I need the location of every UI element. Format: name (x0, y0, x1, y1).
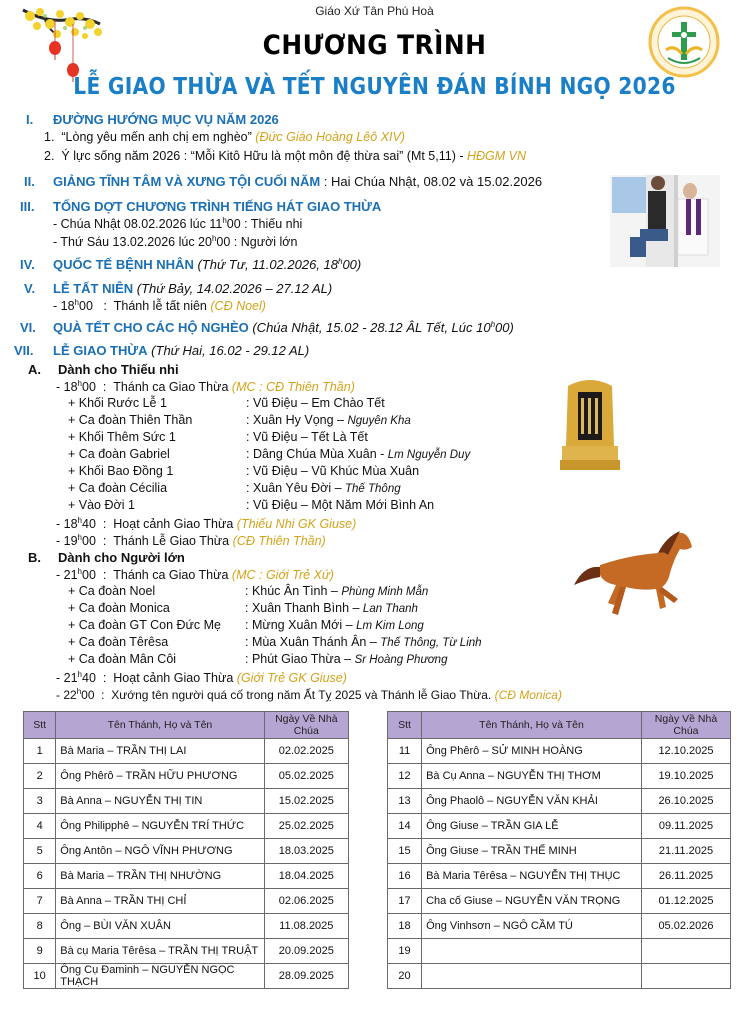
table-row (24, 964, 349, 989)
performance (246, 396, 385, 410)
s1-item-1 (44, 130, 405, 144)
table-row (24, 739, 349, 764)
performance (246, 481, 401, 495)
section-5-detail: (Thứ Bảy, 14.02.2026 – 27.12 AL) (133, 281, 333, 296)
performer-row (68, 635, 482, 649)
row-name: Bà cụ Maria Têrêsa – TRẦN THỊ TRUẬT (56, 939, 264, 964)
detail-sup: h (490, 320, 496, 329)
table-row (388, 814, 731, 839)
row-date: 20.09.2025 (264, 939, 348, 964)
performance-author: Lm Nguyễn Duy (387, 449, 471, 461)
event-note: (MC : CĐ Thiên Thần) (231, 380, 355, 394)
row-date: 15.02.2025 (264, 789, 348, 814)
row-name (422, 939, 642, 964)
item-text: 00 : Thiếu nhi (226, 217, 303, 231)
row-date: 01.12.2025 (641, 889, 730, 914)
minute: 00 (82, 534, 96, 548)
subsection-b (28, 550, 185, 565)
table-row (388, 839, 731, 864)
table-row (388, 939, 731, 964)
b-event-3: - 22$^h$00 : Xướng tên người quá cố trong năm Ất Tỵ 2025 và Thánh lễ Giao Thừa. (CĐ Monica) (56, 687, 562, 702)
time: - 18 (53, 299, 75, 313)
row-date: 18.03.2025 (264, 839, 348, 864)
event-text: Thánh Lễ Giao Thừa (113, 534, 230, 548)
section-2-number: II. (24, 174, 35, 189)
item-text: “Lòng yêu mến anh chị em nghèo” (61, 130, 252, 144)
row-name: Bà Maria – TRẦN THỊ NHƯỜNG (56, 864, 264, 889)
performer-row (68, 447, 471, 461)
row-number: 16 (388, 864, 422, 889)
hour: 18 (63, 380, 78, 394)
performance-title: : Xuân Yêu Đời – (246, 481, 345, 495)
row-name: Ông Cụ Đaminh – NGUYỄN NGỌC THẠCH (56, 964, 264, 989)
row-name: Bà Anna – NGUYỄN THỊ TIN (56, 789, 264, 814)
b-event-1: - 21$^h$00 : Thánh ca Giao Thừa (MC : Giới Trẻ Xứ) (56, 567, 334, 582)
row-date: 11.08.2025 (264, 914, 348, 939)
row-name: Ông Giuse – TRẦN GIA LỄ (422, 814, 642, 839)
page-subtitle: LỄ GIAO THỪA VÀ TẾT NGUYÊN ĐÁN BÍNH NGỌ 2026 (73, 74, 676, 100)
a-event-2: - 18$^h$40 : Hoạt cảnh Giao Thừa (Thiếu Nhi GK Giuse) (56, 516, 357, 531)
performance-title: : Mùa Xuân Thánh Ân – (245, 635, 381, 649)
performance-author: Sr Hoàng Phương (354, 654, 448, 666)
row-name: Ông Antôn – NGÔ VĨNH PHƯƠNG (56, 839, 264, 864)
performance (246, 498, 434, 512)
performer-row (68, 584, 429, 598)
item-note: (Đức Giáo Hoàng Lêô XIV) (255, 130, 405, 144)
row-date: 26.10.2025 (641, 789, 730, 814)
confession-photo (610, 175, 720, 267)
row-name: Bà Anna – TRẦN THỊ CHỈ (56, 889, 264, 914)
performer-row (68, 396, 385, 410)
performance (245, 635, 482, 649)
subsection-a-label: A. (28, 362, 41, 377)
row-date: 12.10.2025 (641, 739, 730, 764)
row-name: Bà Maria Têrêsa – NGUYỄN THỊ THỤC (422, 864, 642, 889)
section-1-number: I. (26, 112, 34, 127)
row-number: 3 (24, 789, 56, 814)
table-header-row (24, 712, 349, 739)
event-note: (Thiếu Nhi GK Giuse) (236, 517, 357, 531)
performance-title: : Vũ Điệu – Vũ Khúc Mùa Xuân (246, 464, 420, 478)
section-6-title (53, 320, 514, 335)
deceased-list-left (23, 711, 349, 989)
table-row (24, 839, 349, 864)
detail-text: 00) (495, 320, 514, 335)
event-text: Xướng tên người quá cố trong năm Ất Tỵ 2025 và Thánh lễ Giao Thừa. (111, 688, 492, 702)
performance-title: : Vũ Điệu – Em Chào Tết (246, 396, 385, 410)
performer-row (68, 618, 424, 632)
a-event-1: - 18$^h$00 : Thánh ca Giao Thừa (MC : CĐ Thiên Thần) (56, 379, 355, 394)
performance (245, 601, 418, 615)
table-row (388, 889, 731, 914)
performance (246, 447, 470, 461)
performance-author: Nguyên Kha (347, 415, 411, 427)
section-7-number: VII. (14, 343, 34, 358)
performance-author: Lm Kim Long (356, 620, 424, 632)
minute: 40 (82, 517, 96, 531)
event-text: Hoạt cảnh Giao Thừa (113, 517, 234, 531)
row-name (422, 964, 642, 989)
performer-group: + Ca đoàn Têrêsa (68, 635, 169, 649)
row-date: 02.02.2025 (264, 739, 348, 764)
section-2-detail: : Hai Chúa Nhật, 08.02 và 15.02.2026 (320, 174, 543, 189)
performer-group: + Ca đoàn Cécilia (68, 481, 168, 495)
row-number: 1 (24, 739, 56, 764)
section-4-number: IV. (20, 257, 35, 272)
item-text: - Thứ Sáu 13.02.2026 lúc 20 (53, 235, 212, 249)
deceased-list-right (387, 711, 731, 989)
row-name: Ông Giuse – TRẦN THẾ MINH (422, 839, 642, 864)
page-title: CHƯƠNG TRÌNH (262, 30, 487, 61)
section-7-title-text: LỄ GIAO THỪA (53, 343, 148, 358)
row-number: 7 (24, 889, 56, 914)
detail-text: 00) (342, 257, 362, 272)
table-row (388, 739, 731, 764)
section-5-title-text: LỄ TẤT NIÊN (53, 281, 134, 296)
header-name: Tên Thánh, Họ và Tên (56, 712, 264, 739)
performer-row (68, 652, 448, 666)
s3-item-2 (53, 234, 297, 249)
performer-group: + Khối Rước Lễ 1 (68, 396, 167, 410)
header-name: Tên Thánh, Họ và Tên (422, 712, 642, 739)
time-sup: h (74, 298, 79, 307)
section-7-detail: (Thứ Hai, 16.02 - 29.12 AL) (147, 343, 310, 358)
performer-group: + Khối Thêm Sức 1 (68, 430, 176, 444)
section-2-title-text: GIẢNG TĨNH TÂM VÀ XƯNG TỘI CUỐI NĂM (53, 174, 321, 189)
header-stt: Stt (24, 712, 56, 739)
minute: 00 (82, 568, 96, 582)
s5-item (53, 298, 266, 313)
detail-text: (Thứ Tư, 11.02.2026, 18 (193, 257, 338, 272)
table-row (388, 789, 731, 814)
row-date: 25.02.2025 (264, 814, 348, 839)
a-event-3: - 19$^h$00 : Thánh Lễ Giao Thừa (CĐ Thiên Thần) (56, 533, 326, 548)
section-6-title-text: QUÀ TẾT CHO CÁC HỘ NGHÈO (53, 320, 249, 335)
performance-title: : Vũ Điệu – Tết Là Tết (246, 430, 368, 444)
table-row (24, 764, 349, 789)
section-3-number: III. (20, 199, 35, 214)
table-row (24, 939, 349, 964)
ancestral-altar-image (560, 378, 620, 478)
section-5-title (53, 281, 332, 296)
row-date: 09.11.2025 (641, 814, 730, 839)
row-number: 13 (388, 789, 422, 814)
section-3-title: TỔNG DỢT CHƯƠNG TRÌNH TIẾNG HÁT GIAO THỪA (53, 199, 382, 214)
performance-title: : Dâng Chúa Mùa Xuân - (246, 447, 388, 461)
subsection-a (28, 362, 179, 377)
section-2-title (53, 174, 542, 189)
separator: : (103, 299, 107, 313)
row-date (641, 964, 730, 989)
row-date (641, 939, 730, 964)
galloping-horse-image (570, 525, 695, 620)
section-4-title-text: QUỐC TẾ BỆNH NHÂN (53, 257, 194, 272)
row-name: Ông Phêrô – TRẦN HỮU PHƯƠNG (56, 764, 264, 789)
section-7-title (53, 343, 309, 358)
performance-title: : Khúc Ân Tình – (245, 584, 342, 598)
performer-group: + Khối Bao Đồng 1 (68, 464, 174, 478)
performance-title: : Xuân Thanh Bình – (245, 601, 363, 615)
b-event-2: - 21$^h$40 : Hoạt cảnh Giao Thừa (Giới Trẻ GK Giuse) (56, 670, 347, 685)
table-row (24, 889, 349, 914)
row-name: Ông Philipphê – NGUYỄN TRÍ THỨC (56, 814, 264, 839)
time: 00 (79, 299, 93, 313)
event-text: Hoạt cảnh Giao Thừa (113, 671, 234, 685)
section-6-detail (249, 320, 514, 335)
performance-title: : Xuân Hy Vọng – (246, 413, 348, 427)
row-number: 15 (388, 839, 422, 864)
table-row (24, 789, 349, 814)
item-note: HĐGM VN (467, 149, 527, 163)
row-name: Bà Maria – TRẦN THỊ LAI (56, 739, 264, 764)
subsection-b-label: B. (28, 550, 41, 565)
table-header-row (388, 712, 731, 739)
subsection-a-title: Dành cho Thiếu nhi (58, 362, 179, 377)
item-text: Thánh lễ tất niên (113, 299, 207, 313)
event-note: (CĐ Thiên Thần) (232, 534, 326, 548)
hour: 22 (63, 688, 77, 702)
subsection-b-title: Dành cho Người lớn (58, 550, 185, 565)
detail-text: (Chúa Nhật, 15.02 - 28.12 ÂL Tết, Lúc 10 (248, 320, 491, 335)
row-number: 12 (388, 764, 422, 789)
table-row (388, 914, 731, 939)
table-row (24, 814, 349, 839)
header-stt: Stt (388, 712, 422, 739)
hour: 19 (63, 534, 78, 548)
performer-group: + Ca đoàn Gabriel (68, 447, 170, 461)
performance-title: : Phút Giao Thừa – (245, 652, 355, 666)
row-date: 18.04.2025 (264, 864, 348, 889)
row-number: 9 (24, 939, 56, 964)
row-number: 5 (24, 839, 56, 864)
performer-row (68, 413, 411, 427)
hour: 21 (63, 671, 78, 685)
detail-sup: h (338, 257, 343, 266)
row-number: 8 (24, 914, 56, 939)
section-5-number: V. (24, 281, 36, 296)
parish-name: Giáo Xứ Tân Phú Hoà (315, 4, 434, 18)
minute: 00 (82, 380, 96, 394)
row-number: 6 (24, 864, 56, 889)
performer-group: + Ca đoàn GT Con Đức Mẹ (68, 618, 221, 632)
performance (246, 430, 368, 444)
minute: 40 (82, 671, 96, 685)
row-number: 17 (388, 889, 422, 914)
performance-author: Thế Thông (345, 483, 401, 495)
performance (246, 413, 411, 427)
item-sup: h (222, 216, 227, 225)
performer-row (68, 481, 401, 495)
table-row (388, 964, 731, 989)
row-number: 20 (388, 964, 422, 989)
row-date: 05.02.2025 (264, 764, 348, 789)
performance (245, 618, 424, 632)
row-date: 05.02.2026 (641, 914, 730, 939)
event-note: (CĐ Monica) (494, 688, 562, 702)
row-name: Bà Cụ Anna – NGUYỄN THỊ THƠM (422, 764, 642, 789)
row-number: 4 (24, 814, 56, 839)
performance (245, 652, 447, 666)
row-date: 28.09.2025 (264, 964, 348, 989)
header-date: Ngày Về Nhà Chúa (264, 712, 348, 739)
s1-item-2 (44, 149, 526, 163)
performance-author: Thế Thông, Từ Linh (380, 637, 482, 649)
row-date: 26.11.2025 (641, 864, 730, 889)
header-date: Ngày Về Nhà Chúa (641, 712, 730, 739)
hour: 18 (63, 517, 78, 531)
item-number: 1. (44, 130, 55, 144)
performer-row (68, 601, 418, 615)
item-note: (CĐ Noel) (210, 299, 266, 313)
item-number: 2. (44, 149, 55, 163)
section-6-number: VI. (20, 320, 36, 335)
row-name: Ông Phêrô – SỬ MINH HOÀNG (422, 739, 642, 764)
performer-row (68, 430, 368, 444)
event-note: (MC : Giới Trẻ Xứ) (231, 568, 334, 582)
performance-title: : Vũ Điệu – Một Năm Mới Bình An (246, 498, 435, 512)
row-number: 14 (388, 814, 422, 839)
item-text: 00 : Người lớn (216, 235, 298, 249)
section-4-title (53, 257, 361, 272)
item-text: - Chúa Nhật 08.02.2026 lúc 11 (53, 217, 223, 231)
performer-group: + Ca đoàn Thiên Thần (68, 413, 193, 427)
s3-item-1 (53, 216, 302, 231)
performance-author: Phùng Minh Mẫn (341, 586, 429, 598)
table-row (388, 864, 731, 889)
performer-group: + Ca đoàn Noel (68, 584, 156, 598)
performance (246, 464, 419, 478)
performance-title: : Mừng Xuân Mới – (245, 618, 357, 632)
section-4-detail (194, 257, 361, 272)
row-number: 18 (388, 914, 422, 939)
row-date: 19.10.2025 (641, 764, 730, 789)
row-date: 02.06.2025 (264, 889, 348, 914)
performer-group: + Ca đoàn Mân Côi (68, 652, 177, 666)
row-number: 19 (388, 939, 422, 964)
event-note: (Giới Trẻ GK Giuse) (236, 671, 347, 685)
performance (245, 584, 428, 598)
table-row (24, 864, 349, 889)
row-name: Ông – BÙI VĂN XUÂN (56, 914, 264, 939)
minute: 00 (81, 688, 95, 702)
performance-author: Lan Thanh (362, 603, 418, 615)
row-name: Cha cố Giuse – NGUYỄN VĂN TRỌNG (422, 889, 642, 914)
item-text: Ý lực sống năm 2026 : “Mỗi Kitô Hữu là một môn đệ thừa sai” (Mt 5,11) - (61, 149, 464, 163)
section-1-title: ĐƯỜNG HƯỚNG MỤC VỤ NĂM 2026 (53, 112, 279, 127)
row-number: 11 (388, 739, 422, 764)
performer-group: + Vào Đời 1 (68, 498, 135, 512)
table-row (24, 914, 349, 939)
row-name: Ông Phaolô – NGUYỄN VĂN KHẢI (422, 789, 642, 814)
performer-row (68, 464, 420, 478)
performer-group: + Ca đoàn Monica (68, 601, 170, 615)
row-number: 10 (24, 964, 56, 989)
hour: 21 (63, 568, 78, 582)
row-name: Ông Vinhsơn – NGÔ CẦM TÚ (422, 914, 642, 939)
table-row (388, 764, 731, 789)
item-sup: h (211, 234, 217, 243)
row-number: 2 (24, 764, 56, 789)
event-text: Thánh ca Giao Thừa (113, 568, 229, 582)
row-date: 21.11.2025 (641, 839, 730, 864)
performer-row (68, 498, 435, 512)
event-text: Thánh ca Giao Thừa (113, 380, 229, 394)
